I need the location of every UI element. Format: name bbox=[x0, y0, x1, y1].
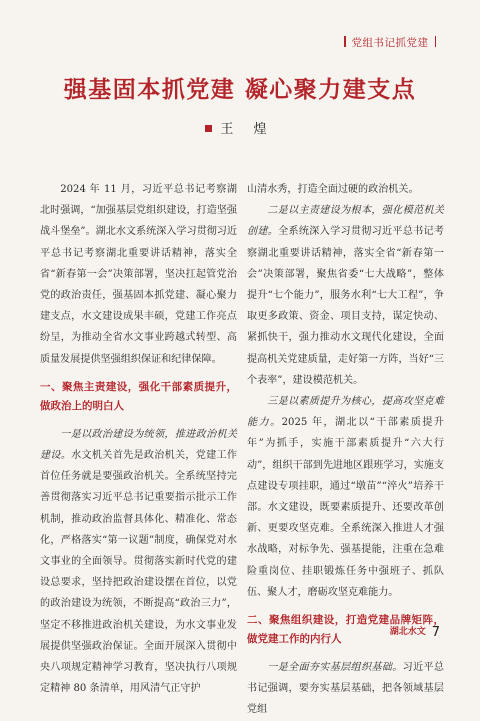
paragraph bbox=[247, 200, 444, 391]
paragraph-lead: 一是以政治建设为统领，推进政治机关建设。 bbox=[40, 428, 237, 462]
paragraph-lead: 三是以素质提升为核心，提高攻坚克难能力。 bbox=[247, 396, 444, 429]
paragraph bbox=[40, 424, 237, 700]
section-tag-label: 党组书记抓党建 bbox=[351, 37, 429, 49]
tag-bar-left bbox=[344, 36, 346, 47]
page-footer bbox=[390, 621, 440, 640]
paragraph-body: 全系统深入学习贯彻习近平总书记考察湖北重要讲话精神，落实全省“新春第一会”决策部署，聚焦省委“七大战略”，整体提升“七个能力”，服务水利“七大工程”，争取更多政策、资金、项目支持，谋定快动、紧抓快干，强力推动水文现代化建设，全面提高机关党建质量，走好第一方阵，当好“三个表率”，建设模范机关。 bbox=[247, 226, 445, 386]
paragraph bbox=[247, 391, 444, 603]
paragraph-body: 2025 年，湖北以“干部素质提升年”为抓手，实施干部素质提升“六大行动”，组织干部到先进地区跟班学习，实施支点建设专项挂职，通过“墩苗”“淬火”培养干部。水文建设，既要素质提升、还要改革创新、更要攻坚克难。全系统深入推进人才强水战略，对标争先、强基提能，注重在急难险重岗位、挂职锻炼任务中强班子、抓队伍、聚人才，磨砺攻坚克难能力。 bbox=[247, 417, 444, 598]
paragraph-body: 水文机关首先是政治机关，党建工作首位任务就是要强政治机关。全系统坚持完善贯彻落实习近平总书记重要指示批示工作机制，推动政治监督具体化、精准化、常态化，严格落实“第一议题”制度，确保党对水文事业的全面领导。贯彻落实新时代党的建设总要求，坚持把政治建设摆在首位，以党的政治建设为统领，不断提高“政治三力”，坚定不移推进政治机关建设，为水文事业发展提供坚强政治保证。全面开展深入贯彻中央八项规定精神学习教育，坚决执行八项规定精神 80 条清单，用风清气正守护 bbox=[40, 450, 238, 695]
page-number: 7 bbox=[431, 625, 440, 640]
magazine-brand: 湖北水文 bbox=[389, 627, 426, 637]
author-name: 王 煌 bbox=[220, 122, 275, 137]
section-heading-1: 一、聚焦主责建设，强化干部素质提升，做政治上的明白人 bbox=[40, 380, 237, 412]
tag-bar-right bbox=[435, 36, 437, 47]
paragraph-body: 习近平总书记强调，要夯实基层基础，把各领域基层党组 bbox=[247, 662, 445, 716]
paragraph: 山清水秀，打造全面过硬的政治机关。 bbox=[247, 184, 419, 195]
paragraph bbox=[247, 657, 444, 721]
article-title: 强基固本抓党建 凝心聚力建支点 bbox=[63, 77, 417, 103]
author-line bbox=[0, 118, 480, 137]
section-heading-2: 二、聚焦组织建设，打造党建品牌矩阵，做党建工作的内行人 bbox=[247, 614, 444, 646]
paragraph: 2024 年 11 月，习近平总书记考察湖北时强调，“加强基层党组织建设，打造坚强战斗堡垒”。湖北水文系统深入学习贯彻习近平总书记考察湖北重要讲话精神，落实全省“新春第一会”决策部署，坚决扛起管党治党的政治责任，强基固本抓党建、凝心聚力建支点，水文建设成果丰硕，党建工作亮点纷呈，为推动全省水文事业跨越式转型、高质量发展提供坚强组织保证和纪律保障。 bbox=[40, 184, 237, 365]
paragraph-lead: 一是全面夯实基层组织基础。 bbox=[267, 662, 403, 674]
author-marker bbox=[205, 125, 212, 132]
paragraph-lead: 二是以主责建设为根本，强化模范机关创建。 bbox=[247, 205, 444, 238]
left-column bbox=[40, 179, 237, 699]
section-tag bbox=[338, 35, 442, 50]
